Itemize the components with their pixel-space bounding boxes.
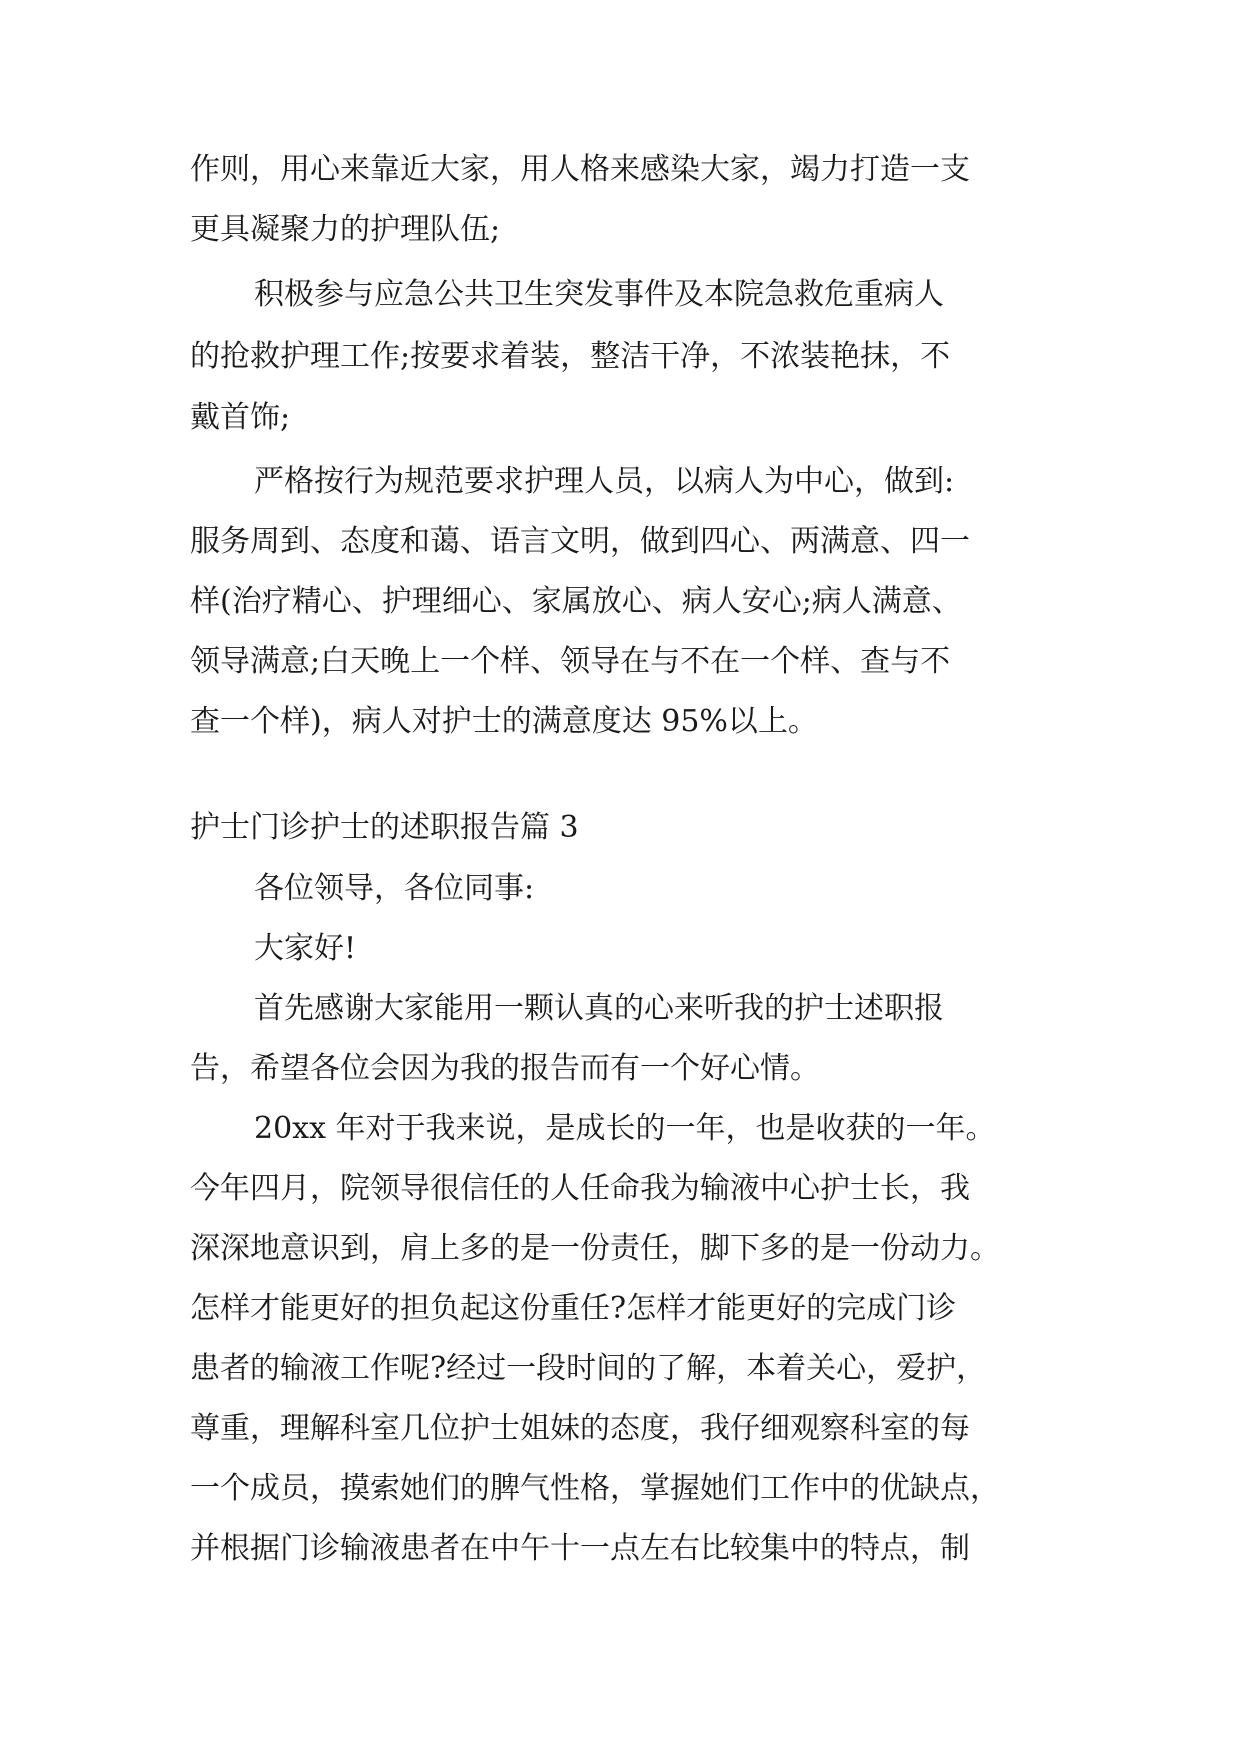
text-line: 服务周到、态度和蔼、语言文明，做到四心、两满意、四一 <box>190 524 970 559</box>
text-line: 样(治疗精心、护理细心、家属放心、病人安心;病人满意、 <box>190 584 962 619</box>
section-heading: 护士门诊护士的述职报告篇 3 <box>190 810 579 845</box>
paragraph-first-line: 积极参与应急公共卫生突发事件及本院急救危重病人 <box>254 277 944 312</box>
text-line: 领导满意;白天晚上一个样、领导在与不在一个样、查与不 <box>190 644 951 679</box>
text-line: 查一个样)，病人对护士的满意度达 95%以上。 <box>190 704 818 739</box>
text-line: 患者的输液工作呢?经过一段时间的了解，本着关心，爱护， <box>190 1351 987 1386</box>
greeting-line: 各位领导，各位同事: <box>254 871 535 906</box>
paragraph-first-line: 严格按行为规范要求护理人员，以病人为中心，做到: <box>254 464 955 499</box>
greeting-line: 大家好! <box>254 931 357 966</box>
text-line: 作则，用心来靠近大家，用人格来感染大家，竭力打造一支 <box>190 152 970 187</box>
text-line: 今年四月，院领导很信任的人任命我为输液中心护士长，我 <box>190 1171 970 1206</box>
text-line: 怎样才能更好的担负起这份重任?怎样才能更好的完成门诊 <box>190 1291 957 1326</box>
text-line: 告，希望各位会因为我的报告而有一个好心情。 <box>190 1051 820 1086</box>
text-line: 一个成员，摸索她们的脾气性格，掌握她们工作中的优缺点， <box>190 1471 1000 1506</box>
text-line: 的抢救护理工作;按要求着装，整洁干净，不浓装艳抹，不 <box>190 339 951 374</box>
text-line: 更具凝聚力的护理队伍; <box>190 212 501 247</box>
text-line: 深深地意识到，肩上多的是一份责任，脚下多的是一份动力。 <box>190 1231 1000 1266</box>
text-line: 尊重，理解科室几位护士姐妹的态度，我仔细观察科室的每 <box>190 1411 970 1446</box>
paragraph-first-line: 20xx 年对于我来说，是成长的一年，也是收获的一年。 <box>254 1111 996 1146</box>
paragraph-first-line: 首先感谢大家能用一颗认真的心来听我的护士述职报 <box>254 991 944 1026</box>
text-line: 并根据门诊输液患者在中午十一点左右比较集中的特点，制 <box>190 1531 970 1566</box>
text-line: 戴首饰; <box>190 400 291 435</box>
